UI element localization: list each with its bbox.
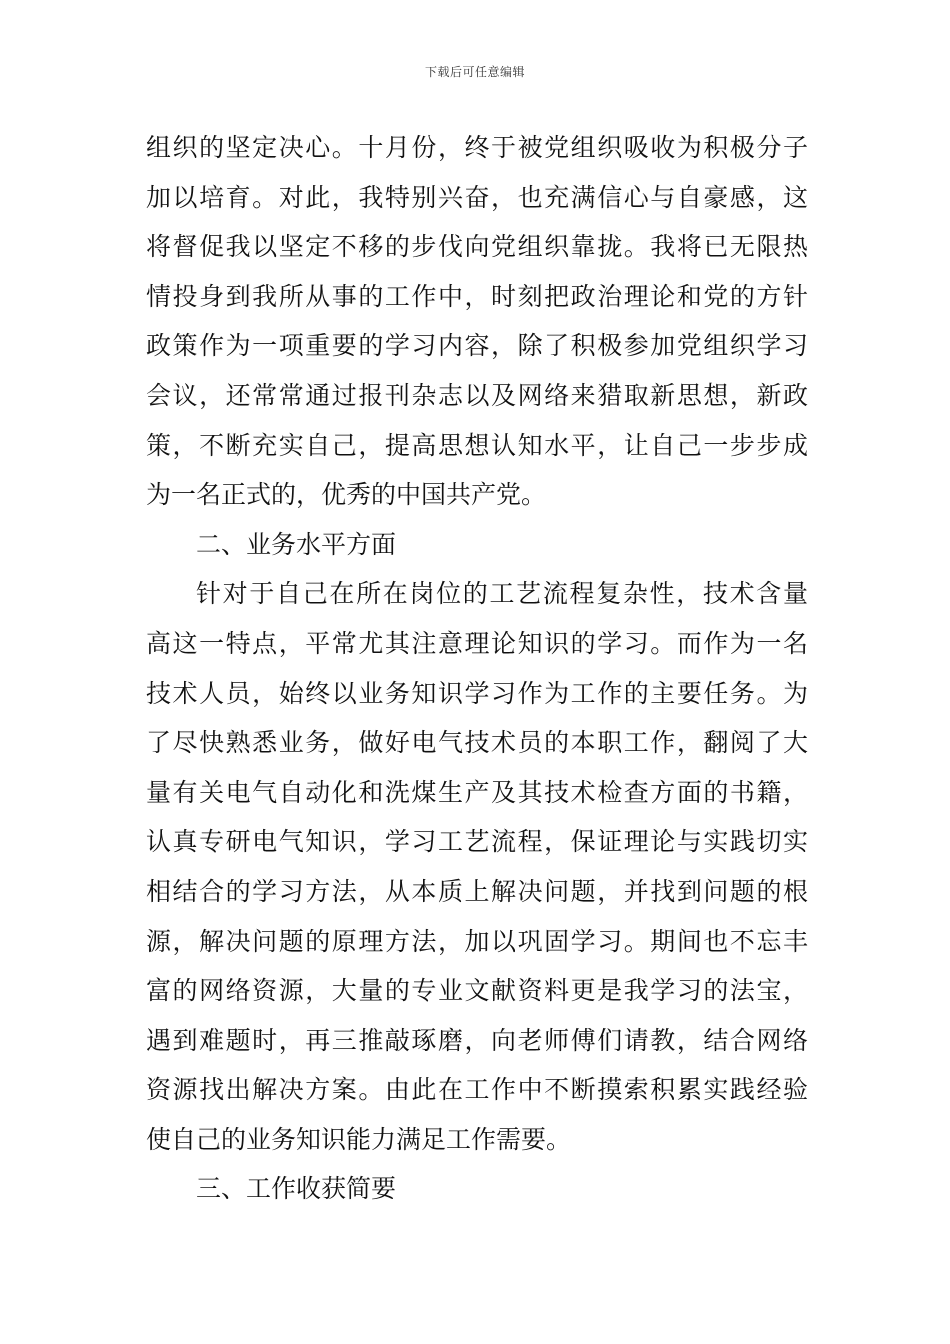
text-line: 组织的坚定决心。十月份，终于被党组织吸收为积极分子	[146, 133, 808, 162]
text-line: 会议，还常常通过报刊杂志以及网络来猎取新思想，新政	[146, 380, 808, 410]
text-line: 为一名正式的，优秀的中国共产党。	[146, 480, 547, 510]
text-line: 遇到难题时，再三推敲琢磨，向老师傅们请教，结合网络	[146, 1025, 808, 1055]
text-line: 针对于自己在所在岗位的工艺流程复杂性，技术含量	[196, 579, 808, 609]
paragraph	[146, 569, 808, 1164]
text-line: 资源找出解决方案。由此在工作中不断摸索积累实践经验	[146, 1075, 808, 1105]
section-heading-text: 三、工作收获简要	[196, 1174, 397, 1204]
text-line: 情投身到我所从事的工作中，时刻把政治理论和党的方针	[146, 281, 808, 311]
text-line: 使自己的业务知识能力满足工作需要。	[146, 1124, 572, 1154]
text-line: 认真专研电气知识，学习工艺流程，保证理论与实践切实	[146, 827, 808, 857]
text-line: 政策作为一项重要的学习内容，除了积极参加党组织学习	[146, 331, 808, 361]
text-line: 了尽快熟悉业务，做好电气技术员的本职工作，翻阅了大	[146, 728, 808, 758]
section-heading-text: 二、业务水平方面	[196, 529, 397, 559]
text-line: 量有关电气自动化和洗煤生产及其技术检查方面的书籍，	[146, 777, 808, 807]
text-line: 策，不断充实自己，提高思想认知水平，让自己一步步成	[146, 430, 808, 460]
text-line: 将督促我以坚定不移的步伐向党组织靠拢。我将已无限热	[146, 232, 808, 262]
document-body	[146, 123, 808, 1214]
text-line: 源，解决问题的原理方法，加以巩固学习。期间也不忘丰	[146, 926, 808, 956]
text-line: 技术人员，始终以业务知识学习作为工作的主要任务。为	[146, 678, 808, 708]
section-heading	[146, 1164, 808, 1214]
section-heading	[146, 520, 808, 570]
text-line: 加以培育。对此，我特别兴奋，也充满信心与自豪感，这	[146, 182, 808, 212]
text-line: 高这一特点，平常尤其注意理论知识的学习。而作为一名	[146, 628, 808, 658]
text-line: 富的网络资源，大量的专业文献资料更是我学习的法宝，	[146, 976, 808, 1006]
text-line: 相结合的学习方法，从本质上解决问题，并找到问题的根	[146, 876, 808, 906]
paragraph	[146, 123, 808, 520]
page-header: 下载后可任意编辑	[424, 65, 525, 79]
